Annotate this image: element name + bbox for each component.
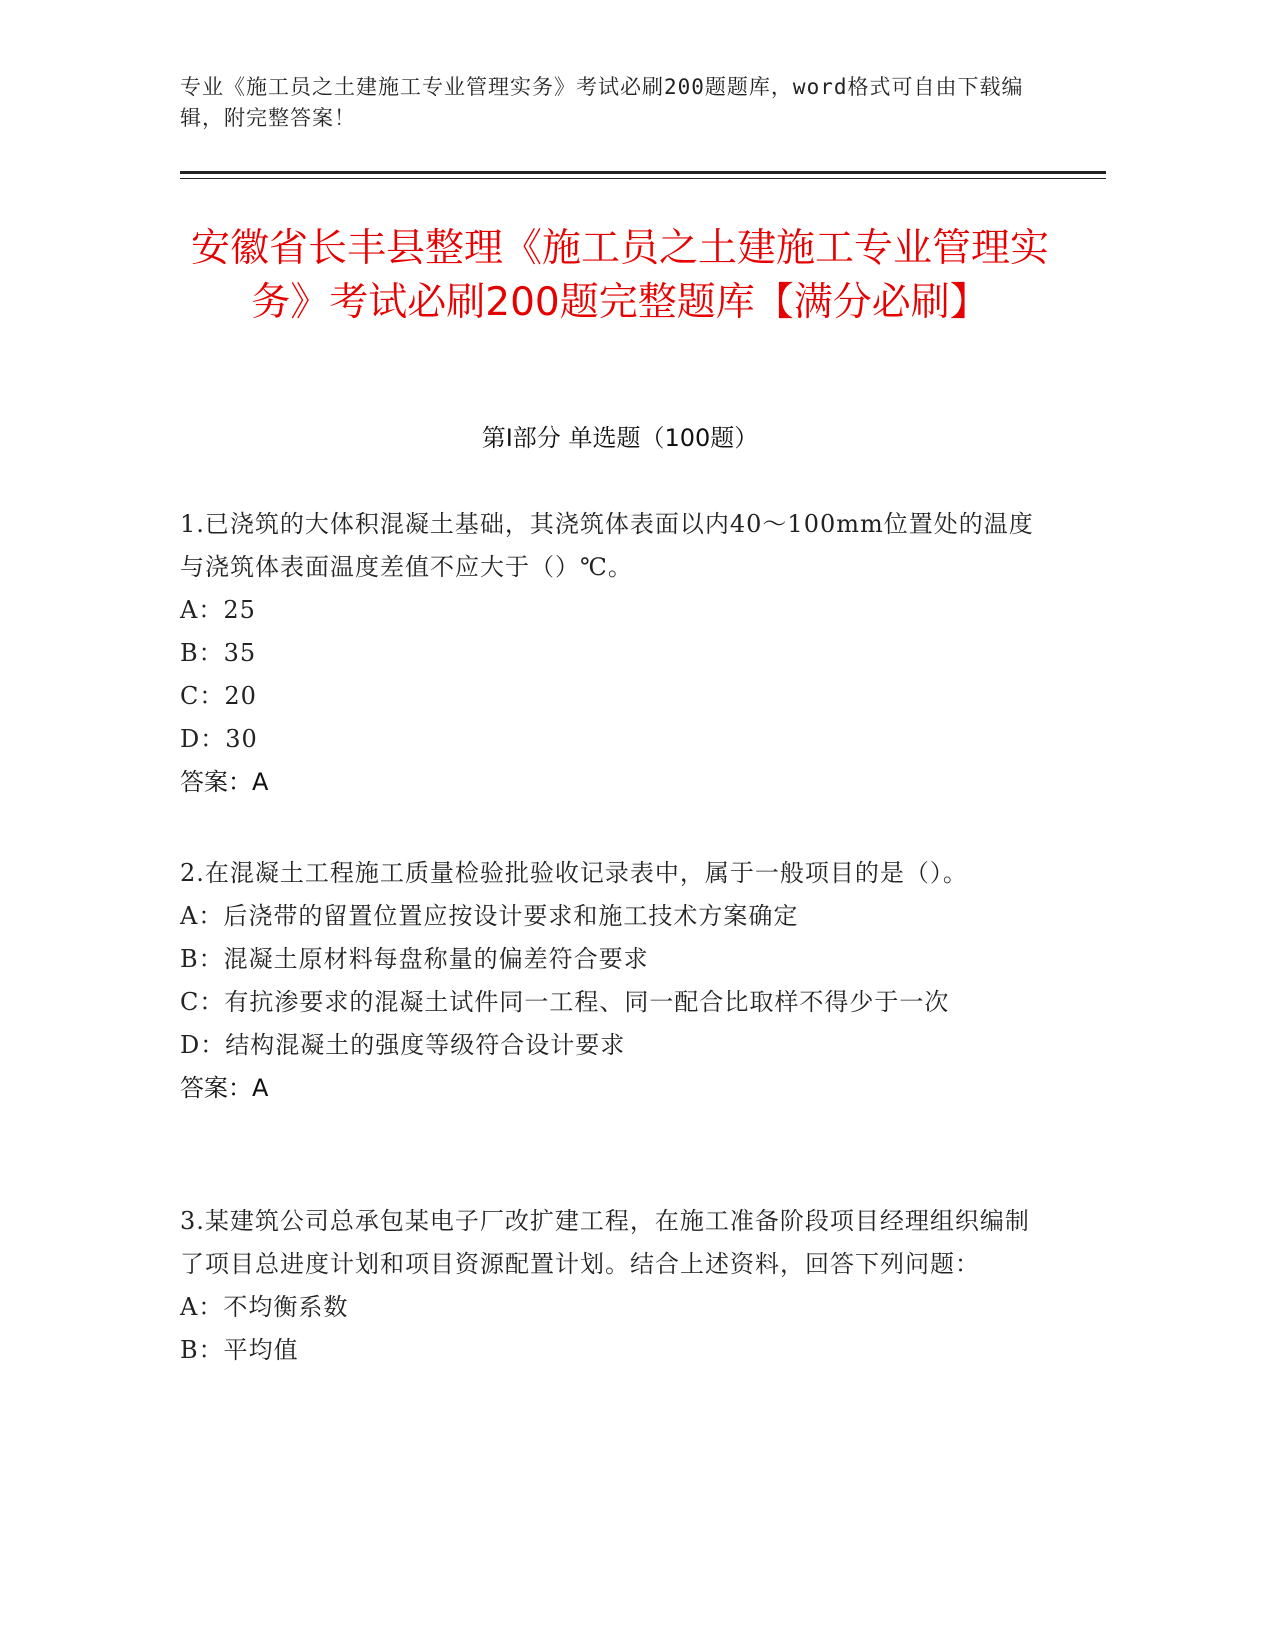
option-a: A：后浇带的留置位置应按设计要求和施工技术方案确定	[180, 902, 799, 930]
option-c: C：20	[180, 682, 257, 710]
header-note: 专业《施工员之土建施工专业管理实务》考试必刷200题题库，word格式可自由下载编辑，附完整答案！	[180, 75, 1024, 130]
document-title: 安徽省长丰县整理《施工员之土建施工专业管理实务》考试必刷200题完整题库【满分必刷】	[190, 226, 1049, 325]
option-b: B：35	[180, 639, 257, 667]
header-divider-thick	[180, 171, 1106, 174]
question-1	[180, 503, 1040, 804]
answer: 答案：A	[180, 1074, 269, 1102]
option-a: A：不均衡系数	[180, 1293, 349, 1321]
option-a: A：25	[180, 596, 256, 624]
option-d: D：结构混凝土的强度等级符合设计要求	[180, 1031, 626, 1059]
question-3	[180, 1200, 1040, 1372]
option-b: B：混凝土原材料每盘称量的偏差符合要求	[180, 945, 649, 973]
header-divider-thin	[180, 178, 1106, 179]
option-d: D：30	[180, 725, 258, 753]
question-stem: 3.某建筑公司总承包某电子厂改扩建工程，在施工准备阶段项目经理组织编制了项目总进度计划和项目资源配置计划。结合上述资料，回答下列问题：	[180, 1207, 1030, 1278]
question-2	[180, 852, 1040, 1110]
section-heading: 第I部分 单选题（100题）	[481, 424, 759, 452]
answer: 答案：A	[180, 768, 269, 796]
question-stem: 1.已浇筑的大体积混凝土基础，其浇筑体表面以内40～100mm位置处的温度与浇筑体表面温度差值不应大于（）℃。	[180, 510, 1034, 581]
option-c: C：有抗渗要求的混凝土试件同一工程、同一配合比取样不得少于一次	[180, 988, 950, 1016]
option-b: B：平均值	[180, 1336, 299, 1364]
question-stem: 2.在混凝土工程施工质量检验批验收记录表中，属于一般项目的是（）。	[180, 859, 968, 887]
